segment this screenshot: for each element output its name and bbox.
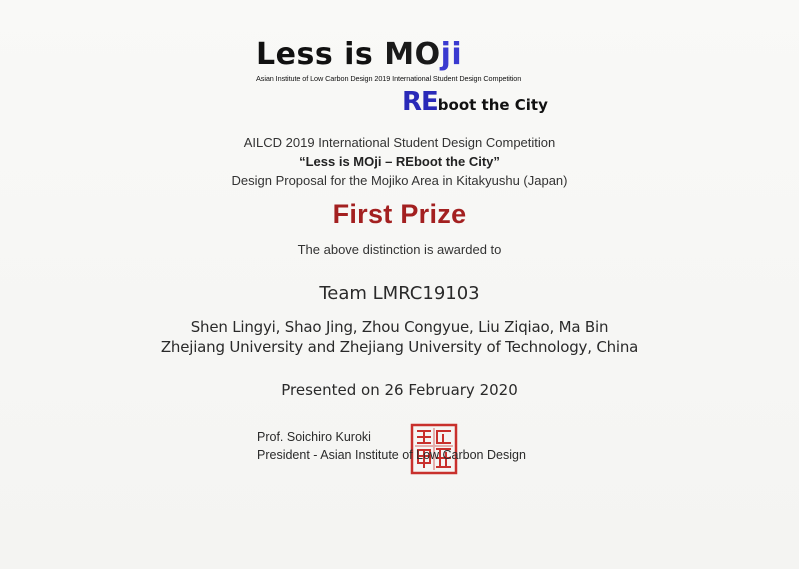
team-name: Team LMRC19103 — [319, 283, 480, 304]
proposal-line: Design Proposal for the Mojiko Area in Kitakyushu (Japan) — [231, 173, 568, 188]
logo-reboot — [402, 87, 548, 117]
presented-date: Presented on 26 February 2020 — [281, 381, 518, 399]
logo-subtitle: Asian Institute of Low Carbon Design 2019 International Student Design Competition — [256, 74, 522, 83]
logo-title-ji: ji — [440, 37, 463, 72]
awarded-line: The above distinction is awarded to — [297, 242, 502, 257]
logo-title-prefix: Less is — [256, 37, 385, 72]
prize-heading: First Prize — [332, 199, 467, 229]
member-names: Shen Lingyi, Shao Jing, Zhou Congyue, Liu Ziqiao, Ma Bin — [190, 318, 609, 336]
signatory-name: Prof. Soichiro Kuroki — [257, 430, 371, 444]
competition-line: AILCD 2019 International Student Design Competition — [243, 135, 556, 150]
signatory-position: President - Asian Institute of Low Carbon Design — [257, 448, 526, 462]
logo-reboot-rest: boot the City — [437, 96, 548, 114]
university-line: Zhejiang University and Zhejiang University of Technology, China — [160, 338, 639, 356]
logo-title — [256, 37, 463, 72]
logo-title-mo: MO — [384, 37, 441, 72]
competition-logo — [256, 37, 556, 120]
logo-reboot-re: RE — [402, 87, 438, 117]
competition-title: “Less is MOji – REboot the City” — [299, 154, 500, 169]
signature-block — [257, 428, 526, 464]
